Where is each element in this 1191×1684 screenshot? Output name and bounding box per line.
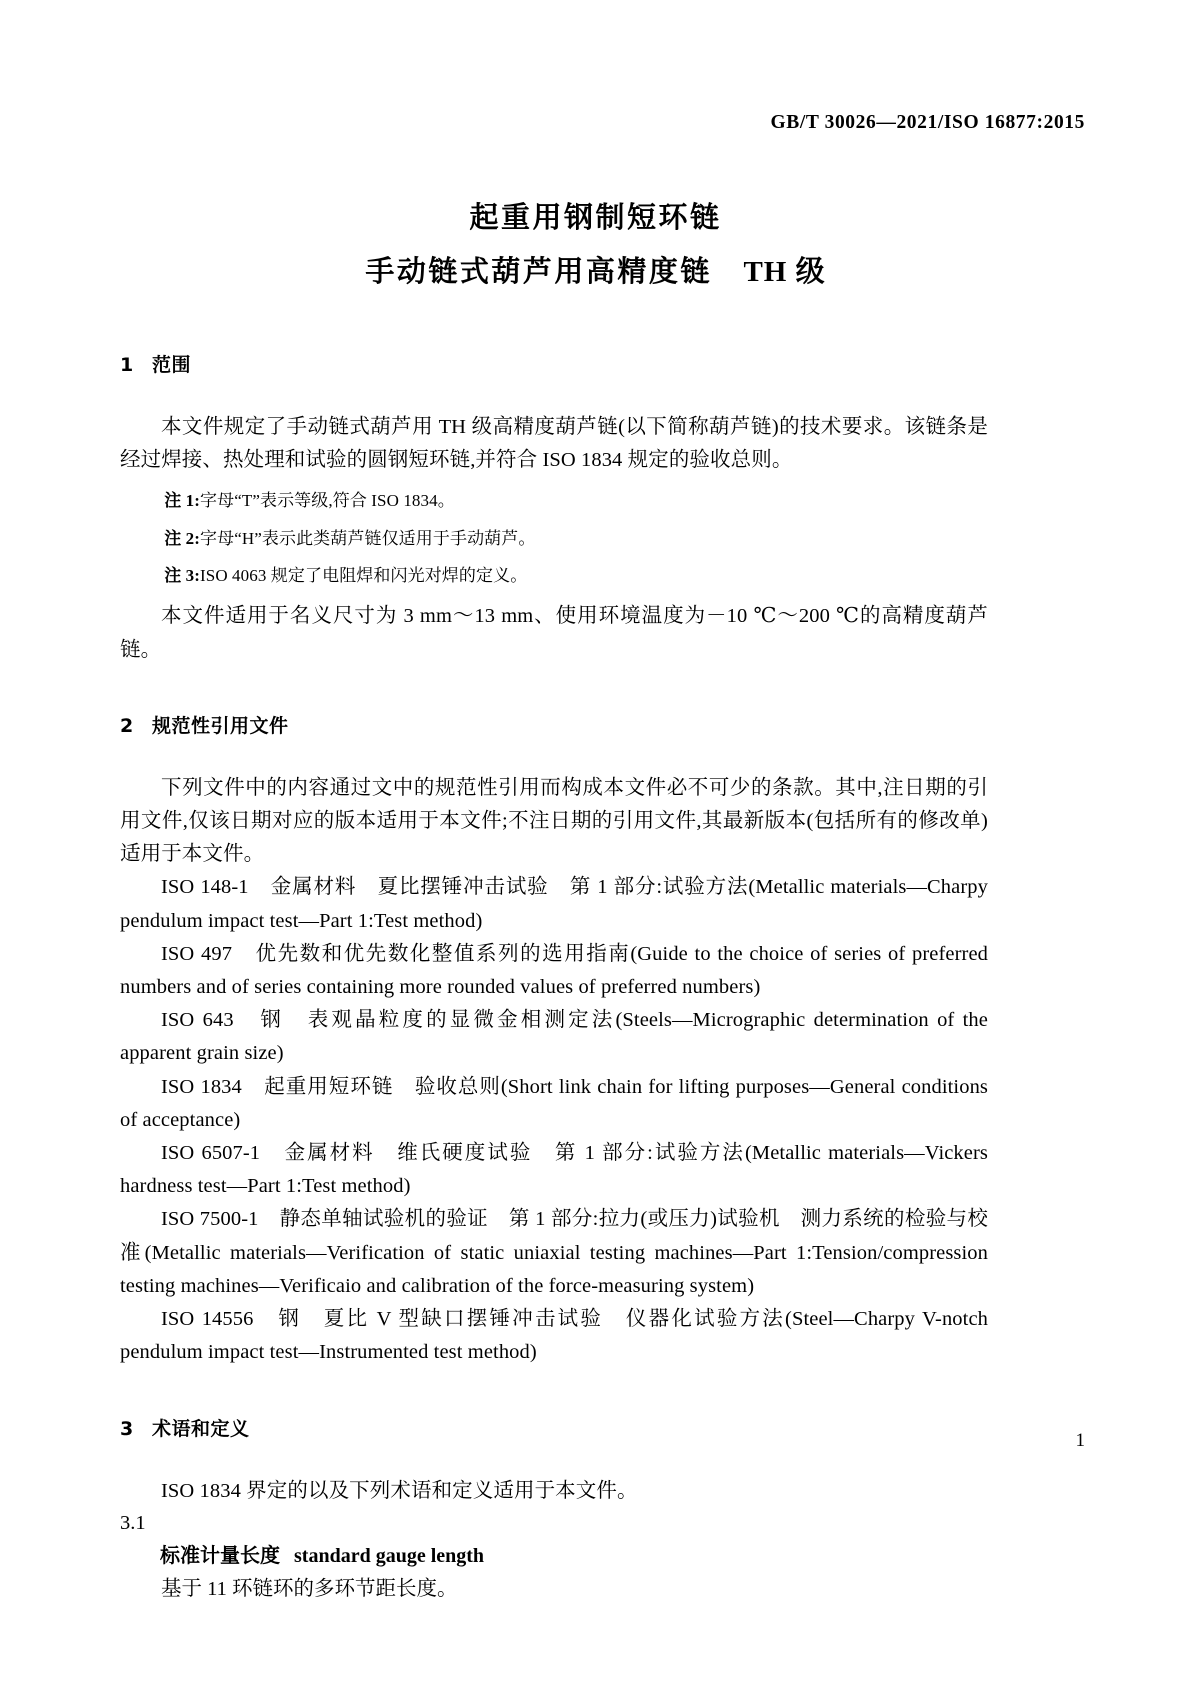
clause-heading-1 xyxy=(120,350,988,377)
normative-reference-2: ISO 497 优先数和优先数化整值系列的选用指南(Guide to the choice of series of preferred numbers and of series containing more rounded values of preferred numbers) xyxy=(120,942,988,999)
clause-title-3: 术语和定义 xyxy=(152,1417,250,1440)
title-grade: TH 级 xyxy=(743,255,826,288)
term-definition-3-1: 基于 11 环链环的多环节距长度。 xyxy=(161,1577,458,1600)
document-body xyxy=(120,350,988,1606)
clause-1-note-2 xyxy=(120,526,988,552)
normative-reference-5: ISO 6507-1 金属材料 维氏硬度试验 第 1 部分:试验方法(Metallic materials—Vickers hardness test—Part 1:Test method) xyxy=(120,1142,988,1198)
note-text-3: ISO 4063 规定了电阻焊和闪光对焊的定义。 xyxy=(200,566,528,586)
spacer xyxy=(120,515,988,526)
clause-1-paragraph-1: 本文件规定了手动链式葫芦用 TH 级高精度葫芦链(以下简称葫芦链)的技术要求。该链条是经过焊接、热处理和试验的圆钢短环链,并符合 ISO 1834 规定的验收总则。 xyxy=(120,416,988,472)
spacer xyxy=(120,738,988,772)
clause-title-1: 范围 xyxy=(152,354,192,376)
spacer xyxy=(120,552,988,563)
spacer xyxy=(120,667,988,711)
title-line-2-text: 手动链式葫芦用高精度链 xyxy=(365,253,712,288)
clause-1-paragraph-2: 本文件适用于名义尺寸为 3 mm～13 mm、使用环境温度为－10 ℃～200 ℃的高精度葫芦链。 xyxy=(120,605,988,661)
title-line-1: 起重用钢制短环链 xyxy=(469,200,722,234)
clause-number-3: 3 xyxy=(120,1417,134,1440)
spacer xyxy=(120,589,988,600)
normative-reference-1: ISO 148-1 金属材料 夏比摆锤冲击试验 第 1 部分:试验方法(Metallic materials—Charpy pendulum impact test—Part 1:Test method) xyxy=(120,876,988,932)
spacer xyxy=(120,1441,988,1475)
clause-heading-3 xyxy=(120,1414,988,1441)
spacer xyxy=(120,1370,988,1414)
term-number-3-1: 3.1 xyxy=(120,1511,146,1534)
clause-heading-2 xyxy=(120,711,988,738)
clause-1-note-3 xyxy=(120,563,988,589)
term-name-en: standard gauge length xyxy=(294,1545,485,1568)
normative-reference-7: ISO 14556 钢 夏比 V 型缺口摆锤冲击试验 仪器化试验方法(Steel—Charpy V-notch pendulum impact test—Instrumented test method) xyxy=(120,1308,988,1364)
normative-reference-3: ISO 643 钢 表观晶粒度的显微金相测定法(Steels—Micrographic determination of the apparent grain size) xyxy=(120,1009,988,1065)
note-label-1: 注 1: xyxy=(164,491,200,511)
clause-number-1: 1 xyxy=(120,354,134,376)
note-text-1: 字母“T”表示等级,符合 ISO 1834。 xyxy=(200,491,455,511)
spacer xyxy=(120,477,988,488)
clause-number-2: 2 xyxy=(120,714,134,737)
note-text-2: 字母“H”表示此类葫芦链仅适用于手动葫芦。 xyxy=(200,528,536,548)
clause-3-paragraph-1: ISO 1834 界定的以及下列术语和定义适用于本文件。 xyxy=(161,1479,638,1502)
term-name-3-1 xyxy=(120,1539,988,1572)
clause-1-note-1 xyxy=(120,488,988,514)
spacer xyxy=(120,377,988,411)
note-label-3: 注 3: xyxy=(164,566,200,586)
clause-title-2: 规范性引用文件 xyxy=(152,714,289,737)
document-title xyxy=(0,196,1191,294)
term-name-zh: 标准计量长度 xyxy=(160,1543,280,1568)
normative-reference-4: ISO 1834 起重用短环链 验收总则(Short link chain for lifting purposes—General conditions of acceptance) xyxy=(120,1075,988,1131)
clause-2-paragraph-1: 下列文件中的内容通过文中的规范性引用而构成本文件必不可少的条款。其中,注日期的引用文件,仅该日期对应的版本适用于本文件;不注日期的引用文件,其最新版本(包括所有的修改单)适用于本文件。 xyxy=(120,776,988,866)
title-line-2 xyxy=(0,250,1191,295)
running-header: GB/T 30026—2021/ISO 16877:2015 xyxy=(770,112,1085,133)
normative-reference-6: ISO 7500-1 静态单轴试验机的验证 第 1 部分:拉力(或压力)试验机 测力系统的检验与校准(Metallic materials—Verification of static uniaxial testing machines—Part 1:Tension/compression testing machines—Verificaio and calibration of the force-measuring system) xyxy=(120,1208,988,1297)
page-number: 1 xyxy=(1075,1430,1085,1451)
note-label-2: 注 2: xyxy=(164,528,200,548)
